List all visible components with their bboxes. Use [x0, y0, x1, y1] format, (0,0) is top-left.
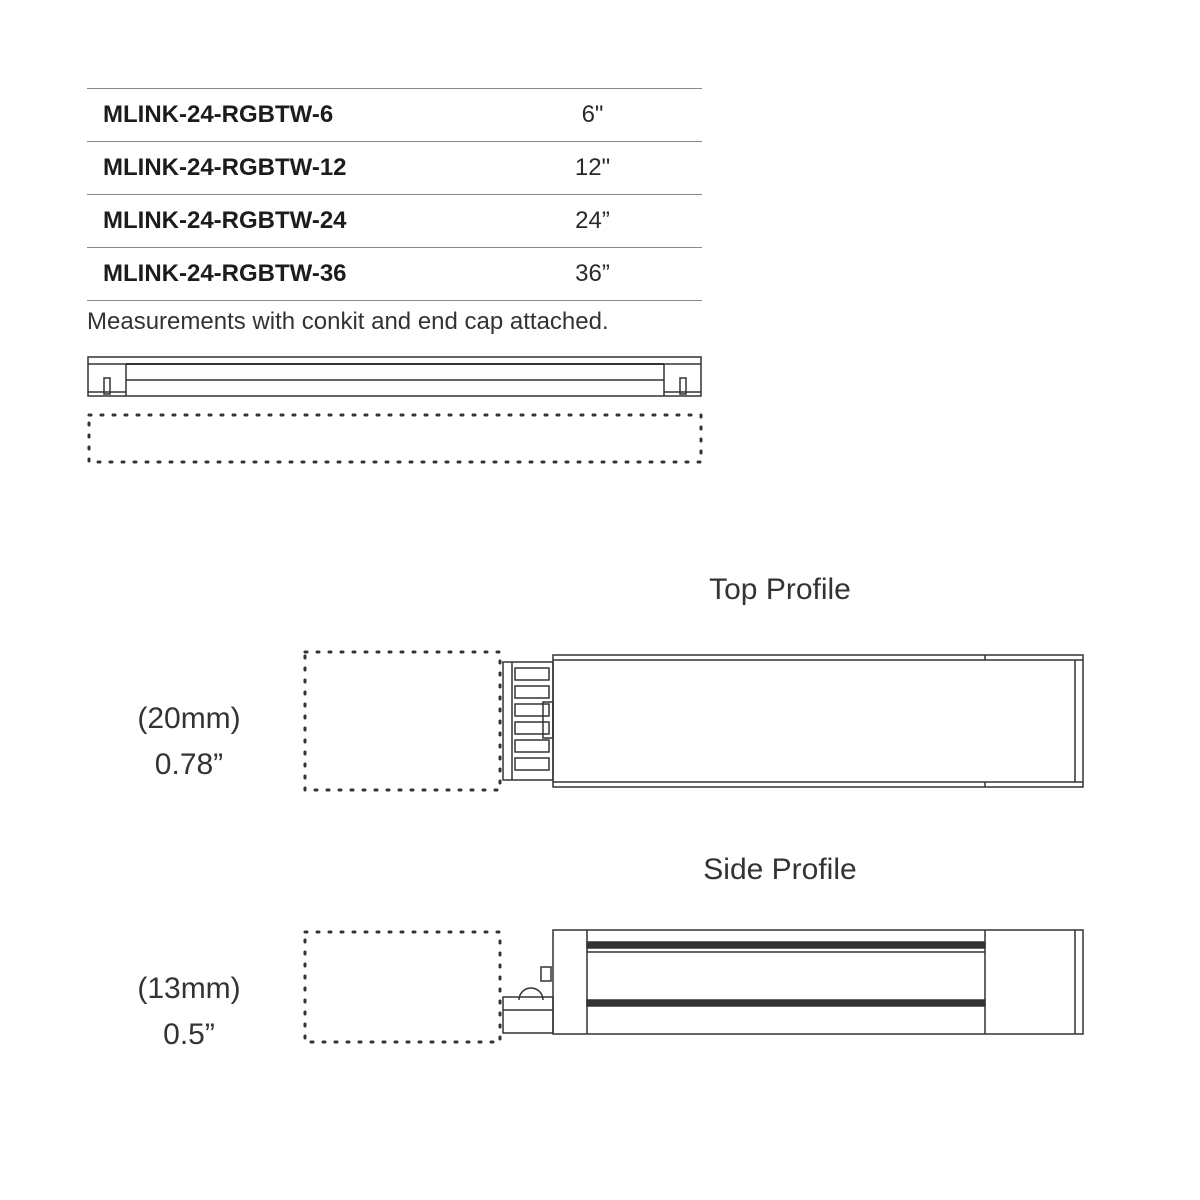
side-profile-dim-in: 0.5”	[163, 1018, 215, 1051]
dotted-extension-outline	[89, 415, 701, 462]
model-cell: MLINK-24-RGBTW-24	[87, 195, 503, 248]
side-profile-title: Side Profile	[703, 853, 857, 886]
model-cell: MLINK-24-RGBTW-12	[87, 142, 503, 195]
strip-length-drawing	[88, 357, 701, 396]
measurement-note: Measurements with conkit and end cap attached.	[87, 308, 609, 335]
top-profile-connector-outline	[305, 652, 500, 790]
length-cell: 24”	[503, 195, 702, 248]
top-profile-title: Top Profile	[709, 573, 851, 606]
length-cell: 12"	[503, 142, 702, 195]
model-cell: MLINK-24-RGBTW-6	[87, 89, 503, 142]
side-profile-connector-outline	[305, 932, 500, 1042]
top-profile-drawing	[503, 655, 1083, 787]
length-cell: 6"	[503, 89, 702, 142]
side-profile-dim-mm: (13mm)	[137, 972, 241, 1005]
length-cell: 36”	[503, 248, 702, 301]
top-profile-dim-mm: (20mm)	[137, 702, 241, 735]
model-cell: MLINK-24-RGBTW-36	[87, 248, 503, 301]
top-profile-dim-in: 0.78”	[154, 748, 224, 781]
side-profile-dimension	[89, 966, 289, 1058]
side-profile-drawing	[503, 930, 1083, 1034]
top-profile-dimension	[89, 696, 289, 788]
